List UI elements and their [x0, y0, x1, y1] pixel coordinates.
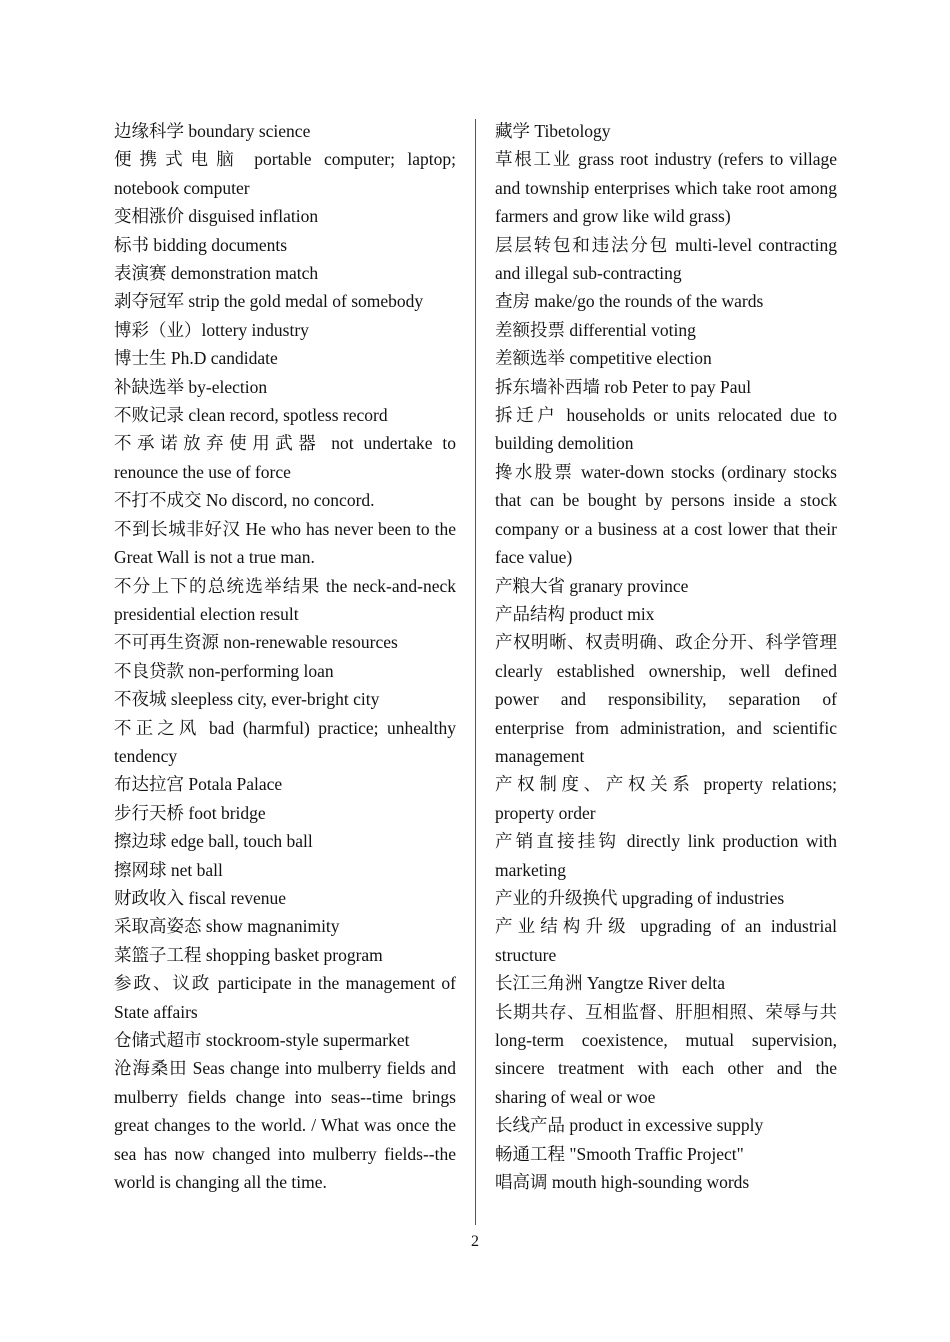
- glossary-entry: 不正之风 bad (harmful) practice; unhealthy tendency: [114, 717, 456, 766]
- glossary-entry: 步行天桥 foot bridge: [114, 802, 266, 823]
- glossary-entry: 擦网球 net ball: [114, 859, 223, 880]
- glossary-entry: 层层转包和违法分包 multi-level contracting and illegal sub-contracting: [495, 234, 837, 284]
- glossary-entry: 长江三角洲 Yangtze River delta: [495, 973, 726, 994]
- glossary-entry: 博士生 Ph.D candidate: [114, 348, 278, 369]
- glossary-entry: 标书 bidding documents: [114, 234, 288, 255]
- glossary-entry: 表演赛 demonstration match: [114, 263, 319, 284]
- glossary-entry: 沧海桑田 Seas change into mulberry fields and mulberry fields change into seas--time brings great changes to the world. / What was once the sea has now changed into mulberry fields--the world is changing all the time.: [114, 1058, 456, 1193]
- glossary-entry: 不分上下的总统选举结果 the neck-and-neck presidential election result: [114, 575, 456, 624]
- glossary-entry: 查房 make/go the rounds of the wards: [495, 291, 764, 312]
- glossary-entry: 产销直接挂钩 directly link production with marketing: [495, 831, 837, 880]
- glossary-entry: 长线产品 product in excessive supply: [495, 1115, 764, 1136]
- glossary-entry: 采取高姿态 show magnanimity: [114, 916, 340, 937]
- left-glossary-column: [114, 117, 456, 1196]
- glossary-entry: 不承诺放弃使用武器 not undertake to renounce the use of force: [114, 433, 456, 482]
- glossary-entry: 财政收入 fiscal revenue: [114, 887, 287, 908]
- glossary-entry: 擦边球 edge ball, touch ball: [114, 831, 313, 852]
- column-divider: [475, 119, 476, 1225]
- glossary-entry: 不可再生资源 non-renewable resources: [114, 632, 398, 653]
- glossary-entry: 补缺选举 by-election: [114, 376, 268, 397]
- glossary-entry: 不打不成交 No discord, no concord.: [114, 490, 375, 511]
- glossary-entry: 不良贷款 non-performing loan: [114, 660, 334, 681]
- glossary-entry: 布达拉宫 Potala Palace: [114, 774, 283, 795]
- glossary-entry: 便携式电脑 portable computer; laptop; notebook computer: [114, 149, 456, 198]
- glossary-entry: 产业的升级换代 upgrading of industries: [495, 887, 785, 908]
- glossary-entry: 畅通工程 "Smooth Traffic Project": [495, 1143, 744, 1164]
- right-glossary-column: [495, 117, 837, 1196]
- glossary-entry: 产权明晰、权责明确、政企分开、科学管理 clearly established ownership, well defined power and responsibility, separation of enterprise from administration, and scientific management: [495, 632, 837, 766]
- glossary-entry: 仓储式超市 stockroom-style supermarket: [114, 1030, 410, 1050]
- glossary-entry: 不到长城非好汉 He who has never been to the Great Wall is not a true man.: [114, 518, 456, 568]
- glossary-entry: 不败记录 clean record, spotless record: [114, 405, 388, 426]
- glossary-entry: 拆迁户 households or units relocated due to building demolition: [495, 405, 837, 454]
- glossary-entry: 草根工业 grass root industry (refers to village and township enterprises which take root among farmers and grow like wild grass): [495, 149, 837, 227]
- glossary-entry: 产权制度、产权关系 property relations; property order: [495, 774, 837, 823]
- glossary-entry: 长期共存、互相监督、肝胆相照、荣辱与共 long-term coexistence, mutual supervision, sincere treatment with each other and the sharing of weal or woe: [495, 1001, 837, 1107]
- glossary-entry: 不夜城 sleepless city, ever-bright city: [114, 689, 380, 710]
- glossary-entry: 边缘科学 boundary science: [114, 121, 311, 141]
- glossary-entry: 搀水股票 water-down stocks (ordinary stocks that can be bought by persons inside a stock company or a business at a cost lower that their face value): [495, 461, 837, 568]
- glossary-entry: 剥夺冠军 strip the gold medal of somebody: [114, 291, 424, 312]
- glossary-entry: 产粮大省 granary province: [495, 575, 689, 596]
- glossary-entry: 拆东墙补西墙 rob Peter to pay Paul: [495, 376, 752, 397]
- glossary-entry: 产品结构 product mix: [495, 603, 655, 624]
- glossary-entry: 差额投票 differential voting: [495, 319, 696, 340]
- glossary-entry: 产业结构升级 upgrading of an industrial structure: [495, 916, 837, 965]
- glossary-entry: 菜篮子工程 shopping basket program: [114, 944, 383, 965]
- page-number: 2: [471, 1233, 479, 1250]
- glossary-entry: 差额选举 competitive election: [495, 348, 712, 369]
- glossary-entry: 唱高调 mouth high-sounding words: [495, 1172, 750, 1193]
- glossary-entry: 变相涨价 disguised inflation: [114, 206, 319, 227]
- glossary-entry: 藏学 Tibetology: [495, 121, 611, 141]
- glossary-entry: 博彩（业）lottery industry: [114, 319, 309, 340]
- glossary-entry: 参政、议政 participate in the management of State affairs: [114, 973, 456, 1022]
